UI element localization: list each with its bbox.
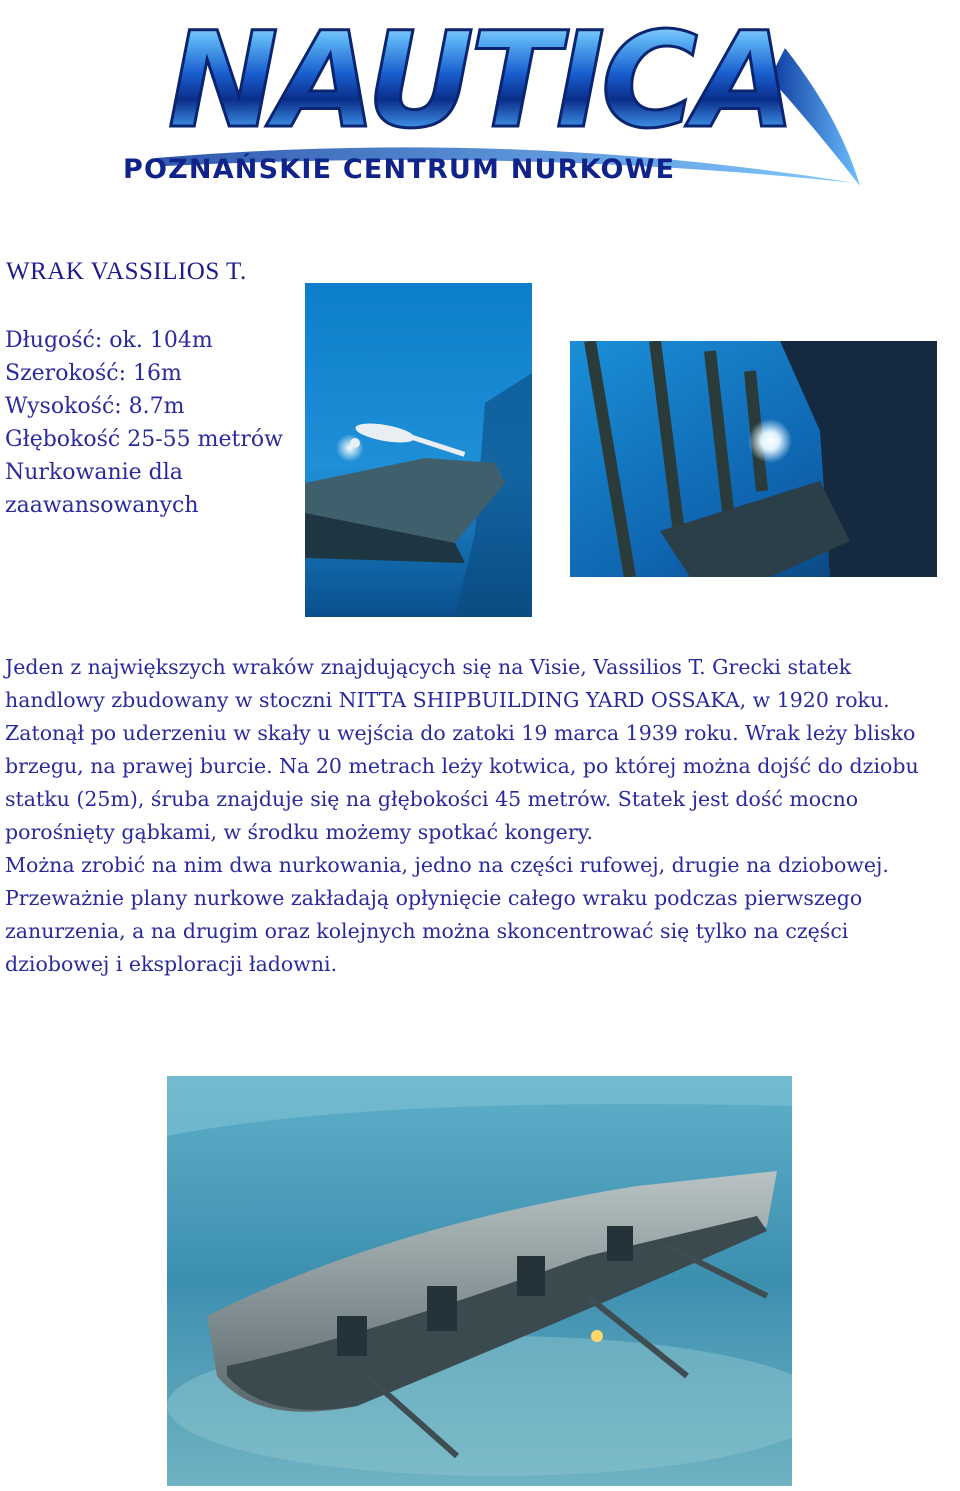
wreck-description: [5, 651, 955, 981]
diver-photo: [305, 283, 532, 617]
description-paragraph: Jeden z największych wraków znajdujących się na Visie, Vassilios T. Grecki statek handlowy zbudowany w stoczni NITTA SHIPBUILDING YARD OSSAKA, w 1920 roku. Zatonął po uderzeniu w skały u wejścia do zatoki 19 marca 1939 roku. Wrak leży blisko brzegu, na prawej burcie. Na 20 metrach leży kotwica, po której można dojść do dziobu statku (25m), śruba znajduje się na głębokości 45 metrów. Statek jest dość mocno porośnięty gąbkami, w środku możemy spotkać kongery.: [5, 655, 919, 844]
page-title: WRAK VASSILIOS T.: [6, 258, 247, 285]
spec-depth: Głębokość 25-55 metrów: [5, 427, 283, 452]
spec-level: Nurkowanie dla zaawansowanych: [5, 460, 199, 518]
spec-width: Szerokość: 16m: [5, 361, 182, 386]
description-paragraph: Można zrobić na nim dwa nurkowania, jedno na części rufowej, drugie na dziobowej. Przeważnie plany nurkowe zakładają opłynięcie całego wraku podczas pierwszego zanurzenia, a na drugim oraz kolejnych można skoncentrować się tylko na części dziobowej i eksploracji ładowni.: [5, 853, 889, 976]
spec-length: Długość: ok. 104m: [5, 328, 213, 353]
nautica-logo: [95, 8, 865, 193]
wreck-illustration: [167, 1076, 792, 1486]
wreck-specs: [5, 324, 285, 522]
spec-height: Wysokość: 8.7m: [5, 394, 185, 419]
logo-subtitle: POZNAŃSKIE CENTRUM NURKOWE: [123, 154, 676, 185]
logo-brand-text: NAUTICA: [167, 8, 793, 158]
wreck-interior-photo: [570, 341, 937, 577]
